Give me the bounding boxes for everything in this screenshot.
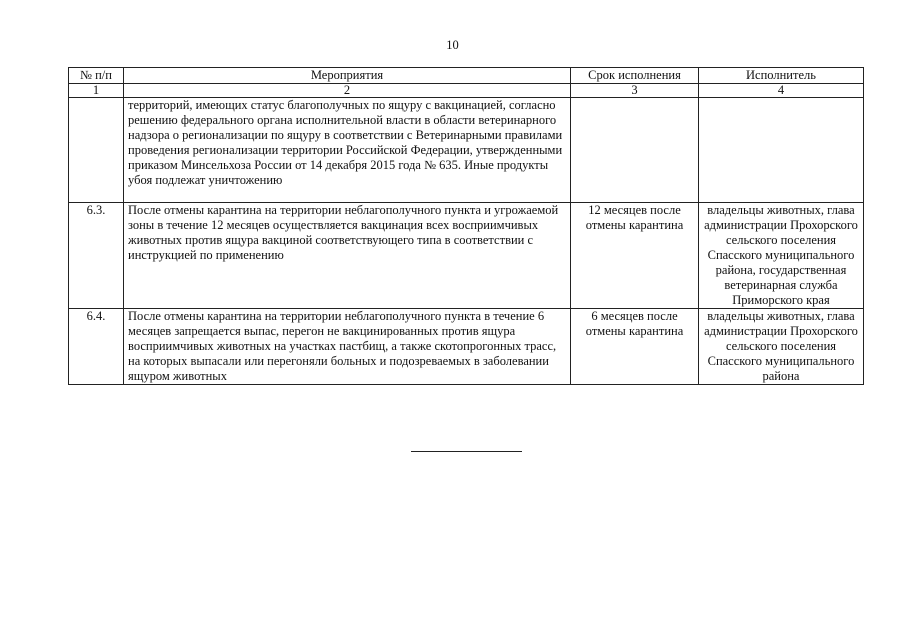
table-row (69, 98, 864, 203)
header-measures: Мероприятия (124, 68, 571, 84)
header-row (69, 68, 864, 84)
row-measure: После отмены карантина на территории неблагополучного пункта и угрожаемой зоны в течение 12 месяцев осуществляется вакцинация всех восприимчивых животных против ящура вакциной соответствующего типа в соответствии с инструкцией по применению (124, 203, 571, 309)
column-number: 3 (571, 84, 699, 98)
row-executor (699, 98, 864, 203)
row-deadline: 12 месяцев после отмены карантина (571, 203, 699, 309)
row-measure: После отмены карантина на территории неблагополучного пункта в течение 6 месяцев запрещается выпас, перегон не вакцинированных против ящура восприимчивых животных на участках пастбищ, а также скотопрогонных трасс, на которых выпасали или перегоняли больных и подозреваемых в заболевании ящуром животных (124, 309, 571, 385)
header-executor: Исполнитель (699, 68, 864, 84)
table-row (69, 309, 864, 385)
page-number: 10 (446, 38, 459, 52)
row-num (69, 98, 124, 203)
column-number: 2 (124, 84, 571, 98)
row-num: 6.4. (69, 309, 124, 385)
header-deadline: Срок исполнения (571, 68, 699, 84)
column-number: 1 (69, 84, 124, 98)
row-executor: владельцы животных, глава администрации Прохорского сельского поселения Спасского муниципального района (699, 309, 864, 385)
measures-table (68, 67, 864, 385)
row-deadline (571, 98, 699, 203)
row-executor: владельцы животных, глава администрации Прохорского сельского поселения Спасского муниципального района, государственная ветеринарная служба Приморского края (699, 203, 864, 309)
column-number-row (69, 84, 864, 98)
row-measure-text: территорий, имеющих статус благополучных по ящуру с вакцинацией, согласно решению федерального органа исполнительной власти в области ветеринарного надзора о регионализации по ящуру в соответствии с Ветеринарными правилами проведения регионализации территории Российской Федерации, утвержденными приказом Минсельхоза России от 14 декабря 2015 года № 635. Иные продукты убоя подлежат уничтожению (128, 98, 563, 187)
table-row (69, 203, 864, 309)
header-num: № п/п (69, 68, 124, 84)
row-num: 6.3. (69, 203, 124, 309)
end-rule (411, 451, 522, 452)
row-measure (124, 98, 571, 203)
column-number: 4 (699, 84, 864, 98)
row-deadline: 6 месяцев после отмены карантина (571, 309, 699, 385)
